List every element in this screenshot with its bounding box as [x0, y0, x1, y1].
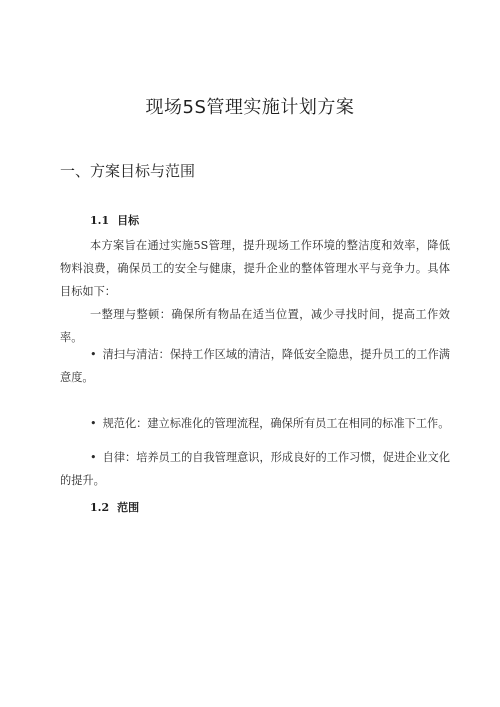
goal-item-text: 清扫与清洁：保持工作区域的清洁，降低安全隐患，提升员工的工作满意度。 [60, 348, 450, 384]
section-heading: 一、方案目标与范围 [60, 162, 196, 180]
subsection-label: 范围 [117, 501, 140, 514]
goal-item-text: 规范化：建立标准化的管理流程，确保所有员工在相同的标准下工作。 [102, 417, 450, 430]
bullet-dot-icon: • [90, 451, 97, 464]
bullet-dot-icon: • [90, 417, 97, 430]
subsection-label: 目标 [117, 214, 140, 227]
document-title: 现场5S管理实施计划方案 [145, 97, 355, 118]
goal-item-standardize [60, 412, 450, 435]
goal-item-text: 自律：培养员工的自我管理意识，形成良好的工作习惯，促进企业文化的提升。 [60, 451, 450, 487]
subsection-heading-scope [90, 500, 139, 516]
goal-intro-paragraph: 本方案旨在通过实施5S管理，提升现场工作环境的整洁度和效率，降低物料浪费，确保员工的安全与健康，提升企业的整体管理水平与竞争力。具体目标如下： [60, 239, 450, 298]
bullet-dot-icon: • [90, 348, 97, 361]
subsection-number: 1.2 [90, 501, 110, 514]
goal-item-self-discipline [60, 446, 450, 492]
subsection-number: 1.1 [90, 214, 110, 227]
goal-item-sweep-clean [60, 343, 450, 389]
subsection-heading-goal [90, 213, 139, 229]
goal-item-text: 一整理与整顿：确保所有物品在适当位置，减少寻找时间，提高工作效率。 [60, 308, 450, 344]
